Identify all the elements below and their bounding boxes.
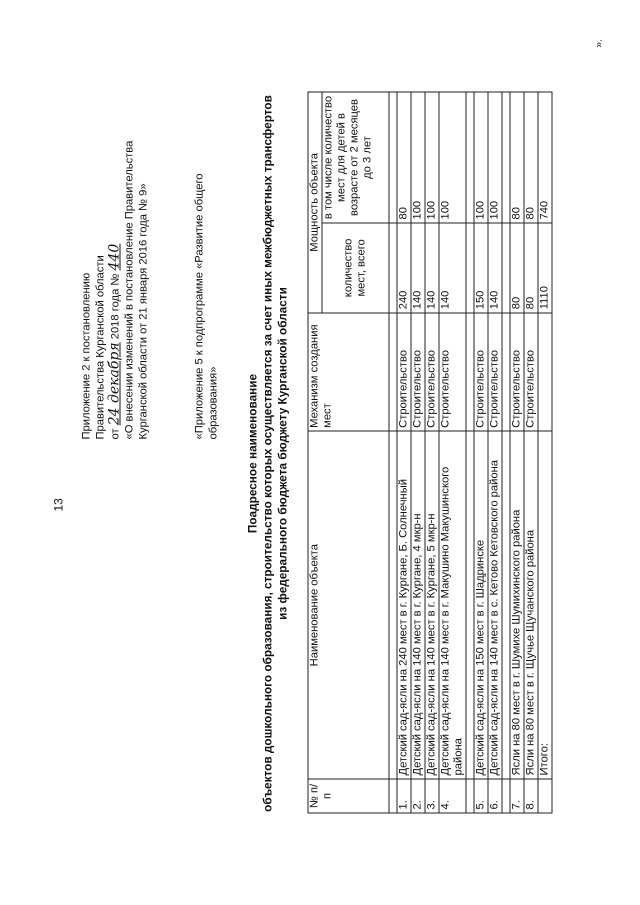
total-kids: 740 xyxy=(538,92,552,223)
row-total: 140 xyxy=(425,223,439,313)
header-name: Наименование объекта xyxy=(308,431,389,779)
spacer-row xyxy=(502,92,510,813)
table-row xyxy=(411,92,425,813)
spacer-row xyxy=(466,92,474,813)
header-num: № п/п xyxy=(308,778,389,812)
header-capacity-kids: в том числе количество мест для детей в возрасте от 2 месяцев до 3 лет xyxy=(322,92,389,223)
subprogram-note: «Приложение 5 к подпрограмме «Развитие общего образования» xyxy=(193,172,220,439)
row-kids: 100 xyxy=(439,92,466,223)
row-mechanism: Строительство xyxy=(488,312,502,431)
appendix-block xyxy=(80,59,151,439)
page-number: 13 xyxy=(51,497,66,511)
table-row xyxy=(524,92,538,813)
total-label: Итого: xyxy=(538,431,552,779)
header-capacity: Мощность объекта xyxy=(308,92,322,313)
appendix-line-5: Курганской области от 21 января 2016 года № 9» xyxy=(137,182,150,439)
table-row xyxy=(488,92,502,813)
row-kids: 100 xyxy=(488,92,502,223)
row-name: Детский сад-ясли на 140 мест в г. Макушино Макушинского района xyxy=(439,431,466,779)
row-name: Ясли на 80 мест в г. Шумихе Шумихинского района xyxy=(510,431,524,779)
title-line-2: объектов дошкольного образования, строительство которых осуществляется за счет иных межбюджетных трансфертов xyxy=(260,94,275,812)
row-mechanism: Строительство xyxy=(397,312,411,431)
header-row-1 xyxy=(308,92,322,813)
handwritten-number: 440 xyxy=(106,243,123,270)
appendix-date-line xyxy=(108,59,123,439)
row-mechanism: Строительство xyxy=(439,312,466,431)
appendix-line-4: «О внесении изменений в постановление Правительства xyxy=(123,140,136,439)
row-kids: 100 xyxy=(425,92,439,223)
row-num: 3. xyxy=(425,778,439,812)
table-row xyxy=(425,92,439,813)
row-total: 80 xyxy=(524,223,538,313)
row-num: 5. xyxy=(474,778,488,812)
row-total: 150 xyxy=(474,223,488,313)
row-total: 80 xyxy=(510,223,524,313)
table-row xyxy=(439,92,466,813)
row-total: 140 xyxy=(439,223,466,313)
header-mechanism: Механизм создания мест xyxy=(308,312,389,431)
total-all: 1110 xyxy=(538,223,552,313)
row-mechanism: Строительство xyxy=(524,312,538,431)
table-row xyxy=(397,92,411,813)
title-line-3: из федерального бюджета бюджету Курганской области xyxy=(275,286,290,620)
row-name: Детский сад-ясли на 150 мест в г. Шадринске xyxy=(474,431,488,779)
row-num: 8. xyxy=(524,778,538,812)
row-mechanism: Строительство xyxy=(411,312,425,431)
row-total: 140 xyxy=(488,223,502,313)
closing-quote-mark: ». xyxy=(593,38,605,47)
row-name: Детский сад-ясли на 240 мест в г. Кургане, Б. Солнечный xyxy=(397,431,411,779)
row-name: Детский сад-ясли на 140 мест в с. Кетово Кетовского района xyxy=(488,431,502,779)
title-line-1: Поадресное наименование xyxy=(245,373,260,533)
row-mechanism: Строительство xyxy=(474,312,488,431)
row-total: 140 xyxy=(411,223,425,313)
objects-table xyxy=(308,91,553,813)
row-mechanism: Строительство xyxy=(425,312,439,431)
row-num: 4. xyxy=(439,778,466,812)
row-mechanism: Строительство xyxy=(510,312,524,431)
appendix-line-2: Правительства Курганской области xyxy=(94,254,107,439)
row-num: 1. xyxy=(397,778,411,812)
table-row xyxy=(474,92,488,813)
row-kids: 80 xyxy=(524,92,538,223)
year-text: 2018 года № xyxy=(109,273,122,339)
date-prefix: от xyxy=(109,427,122,439)
document-title xyxy=(246,63,291,843)
row-name: Ясли на 80 мест в г. Щучье Щучанского района xyxy=(524,431,538,779)
appendix-line-1: Приложение 2 к постановлению xyxy=(80,272,93,439)
row-kids: 80 xyxy=(397,92,411,223)
row-total: 240 xyxy=(397,223,411,313)
row-num: 7. xyxy=(510,778,524,812)
spacer-row xyxy=(389,92,397,813)
row-kids: 100 xyxy=(474,92,488,223)
row-name: Детский сад-ясли на 140 мест в г. Кургане, 4 мкр-н xyxy=(411,431,425,779)
row-kids: 100 xyxy=(411,92,425,223)
rotated-document-page xyxy=(28,23,613,883)
row-num: 2. xyxy=(411,778,425,812)
row-name: Детский сад-ясли на 140 мест в г. Кургане, 5 мкр-н xyxy=(425,431,439,779)
row-num: 6. xyxy=(488,778,502,812)
row-kids: 80 xyxy=(510,92,524,223)
table-row xyxy=(510,92,524,813)
header-capacity-total: количество мест, всего xyxy=(322,223,389,313)
handwritten-date: 24 декабря xyxy=(106,341,123,425)
total-row xyxy=(538,92,552,813)
